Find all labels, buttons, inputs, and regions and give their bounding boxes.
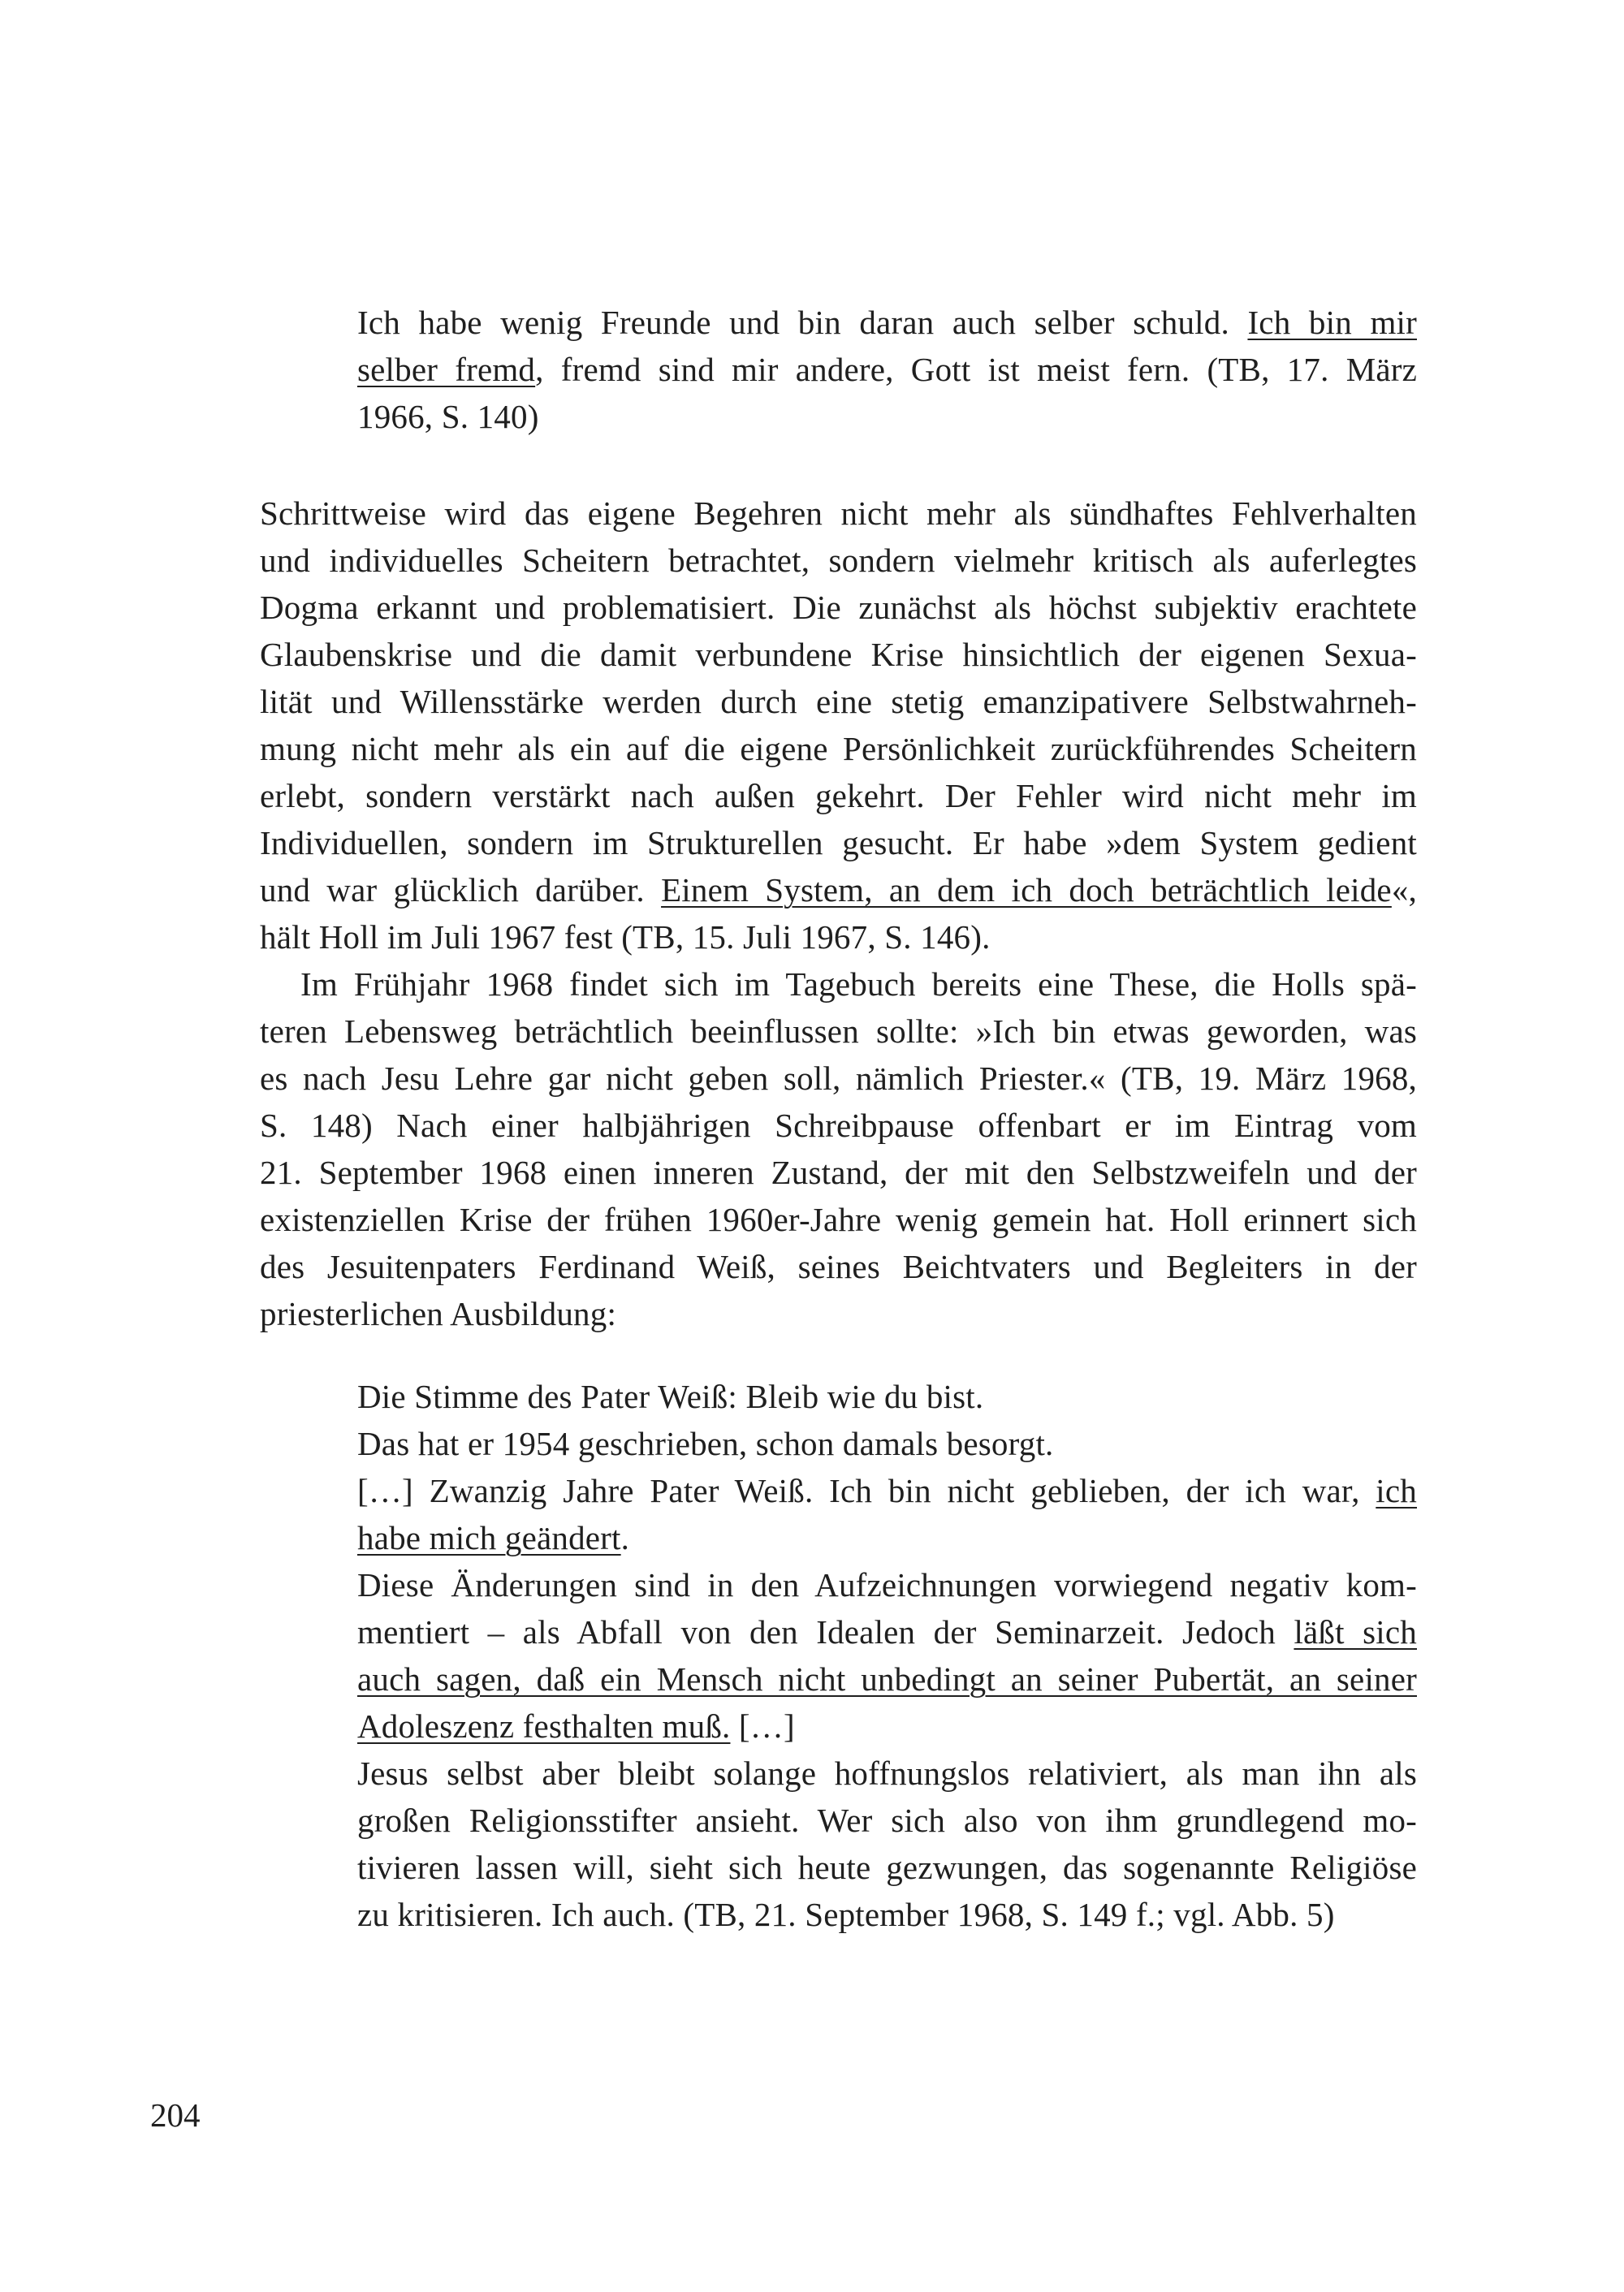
body-text [260, 490, 1417, 1337]
text-line: Jesus selbst aber bleibt solange hoffnungslos relativiert, als man ihn als [357, 1755, 1417, 1792]
text-line: des Jesuitenpaters Ferdinand Weiß, seines Beichtvaters und Begleiters in der [260, 1248, 1417, 1285]
text-line: […] Zwanzig Jahre Pater Weiß. Ich bin nicht geblieben, der ich war, ich [357, 1472, 1417, 1509]
text-line: teren Lebensweg beträchtlich beeinflussen sollte: »Ich bin etwas geworden, was [260, 1012, 1417, 1050]
underlined-passage: ich [1376, 1472, 1417, 1509]
text-line: großen Religionsstifter ansieht. Wer sich also von ihm grundlegend mo- [357, 1802, 1417, 1839]
text-line: Diese Änderungen sind in den Aufzeichnungen vorwiegend negativ kom- [357, 1566, 1417, 1604]
text-line: hält Holl im Juli 1967 fest (TB, 15. Juli 1967, S. 146). [260, 918, 991, 956]
underlined-passage: habe mich geändert [357, 1519, 621, 1556]
text-line: Glaubenskrise und die damit verbundene Krise hinsichtlich der eigenen Sexua- [260, 636, 1417, 673]
underlined-passage: auch sagen, daß ein Mensch nicht unbedingt an seiner Pubertät, an seiner [357, 1660, 1417, 1698]
text-line: existenziellen Krise der frühen 1960er-Jahre wenig gemein hat. Holl erinnert sich [260, 1201, 1417, 1238]
block-quote-diary-1968 [357, 1373, 1417, 1938]
text-line: mentiert – als Abfall von den Idealen der Seminarzeit. Jedoch läßt sich [357, 1613, 1417, 1651]
text-line: 1966, S. 140) [357, 398, 539, 435]
text-line: es nach Jesu Lehre gar nicht geben soll, nämlich Priester.« (TB, 19. März 1968, [260, 1060, 1417, 1097]
text-line: 21. September 1968 einen inneren Zustand, der mit den Selbstzweifeln und der [260, 1154, 1417, 1191]
text-line: selber fremd, fremd sind mir andere, Gott ist meist fern. (TB, 17. März [357, 351, 1417, 388]
text-line: Dogma erkannt und problematisiert. Die zunächst als höchst subjektiv erachtete [260, 589, 1417, 626]
text-line: tivieren lassen will, sieht sich heute gezwungen, das sogenannte Religiöse [357, 1849, 1417, 1886]
text-line [357, 1655, 1417, 1703]
page-number: 204 [150, 2096, 201, 2134]
text-line: habe mich geändert. [357, 1519, 630, 1556]
text-line: Im Frühjahr 1968 findet sich im Tagebuch bereits eine These, die Holls spä- [300, 965, 1417, 1003]
text-line: priesterlichen Ausbildung: [260, 1295, 617, 1332]
text-line: Schrittweise wird das eigene Begehren nicht mehr als sündhaftes Fehlverhalten [260, 494, 1417, 532]
underlined-passage: Einem System, an dem ich doch beträchtlich leide [661, 871, 1392, 909]
text-line: Die Stimme des Pater Weiß: Bleib wie du bist. [357, 1378, 984, 1415]
text-line: Das hat er 1954 geschrieben, schon damals besorgt. [357, 1425, 1054, 1462]
text-line: mung nicht mehr als ein auf die eigene Persönlichkeit zurückführendes Scheitern [260, 730, 1417, 767]
underlined-passage: selber fremd [357, 351, 536, 388]
text-line: Adoleszenz festhalten muß. […] [357, 1707, 795, 1745]
text-line: und individuelles Scheitern betrachtet, sondern vielmehr kritisch als auferlegtes [260, 542, 1417, 579]
block-quote-diary-1966 [357, 299, 1417, 440]
text-line: erlebt, sondern verstärkt nach außen gekehrt. Der Fehler wird nicht mehr im [260, 777, 1417, 814]
text-line: Individuellen, sondern im Strukturellen gesucht. Er habe »dem System gedient [260, 824, 1417, 861]
text-line: lität und Willensstärke werden durch eine stetig emanzipativere Selbstwahrneh- [260, 683, 1417, 720]
text-line: und war glücklich darüber. Einem System, an dem ich doch beträchtlich leide«, [260, 871, 1417, 909]
underlined-passage: Ich bin mir [1247, 304, 1417, 341]
underlined-passage: Adoleszenz festhalten muß. [357, 1707, 731, 1745]
text-line: zu kritisieren. Ich auch. (TB, 21. September 1968, S. 149 f.; vgl. Abb. 5) [357, 1896, 1335, 1933]
text-line: S. 148) Nach einer halbjährigen Schreibpause offenbart er im Eintrag vom [260, 1107, 1417, 1144]
text-line: Ich habe wenig Freunde und bin daran auch selber schuld. Ich bin mir [357, 304, 1417, 341]
underlined-passage: läßt sich [1294, 1613, 1417, 1651]
